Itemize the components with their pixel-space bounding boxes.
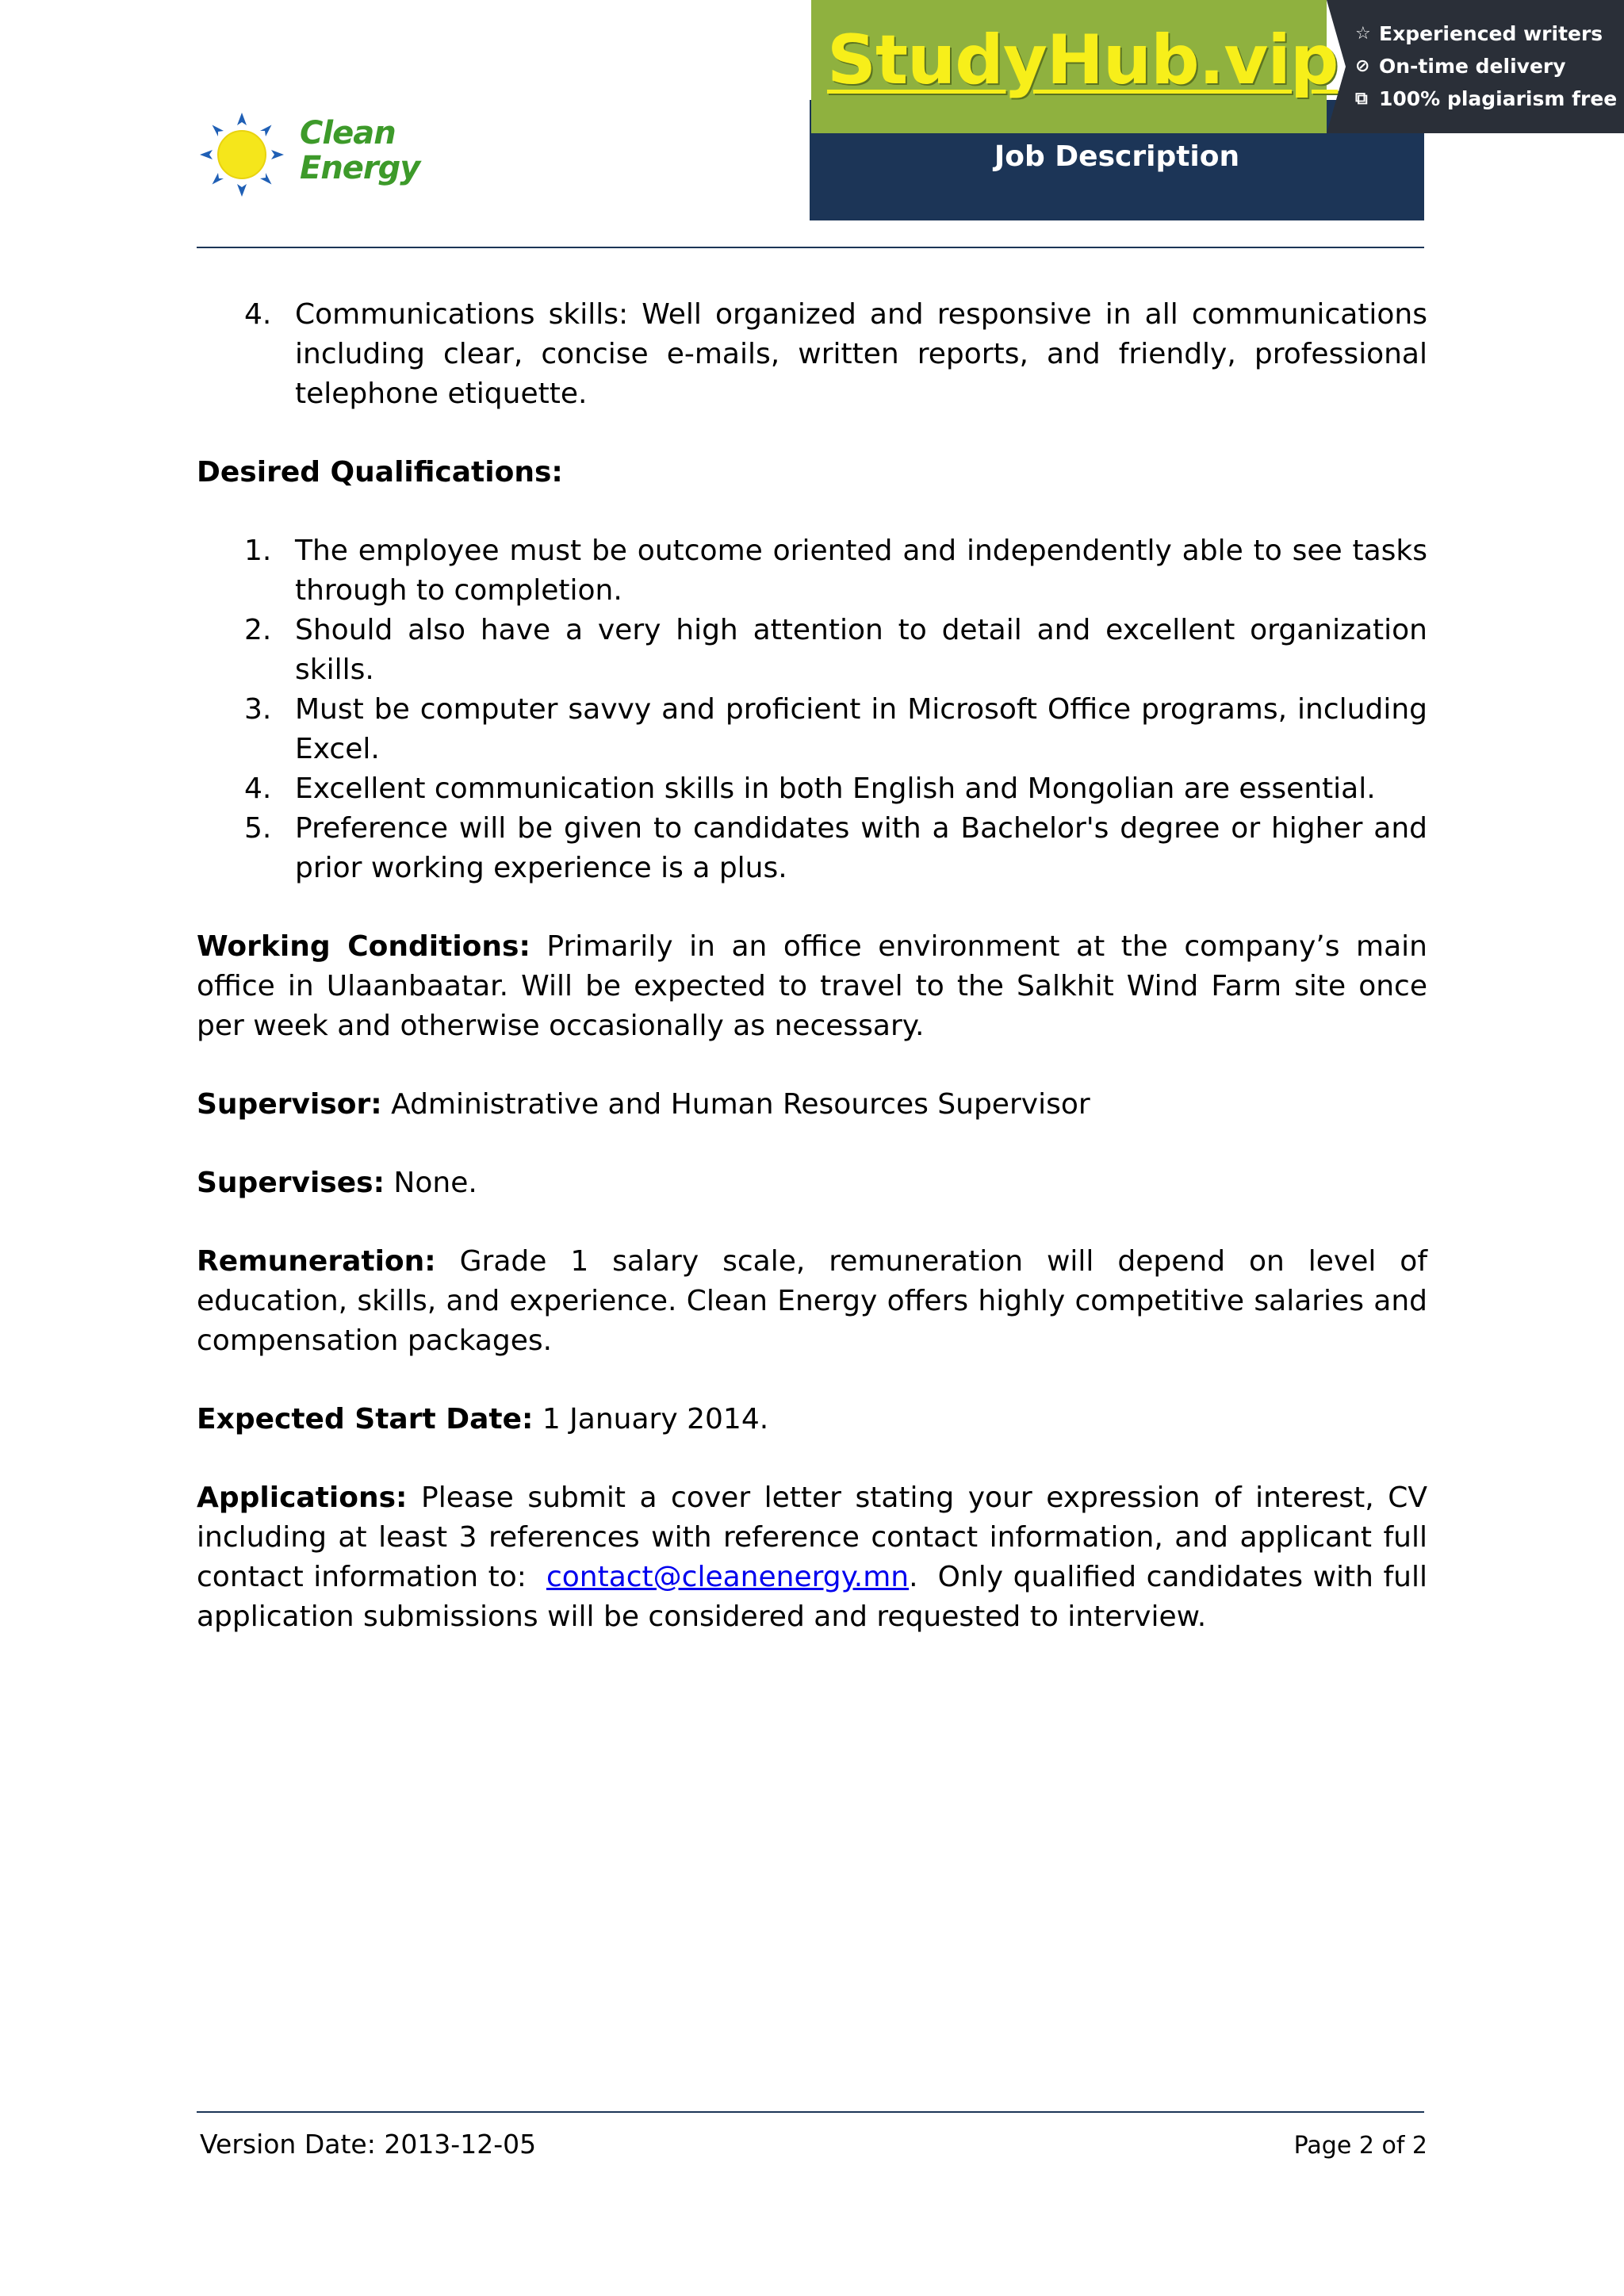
banner-feature: [1355, 17, 1624, 50]
list-number: 2.: [244, 614, 272, 646]
remuneration-paragraph: [197, 1242, 1427, 1361]
supervises-paragraph: [197, 1163, 1427, 1203]
logo-wordmark: [300, 116, 419, 186]
list-number: 1.: [244, 535, 272, 567]
list-item-text: Preference will be given to candidates with a Bachelor's degree or higher and prior working experience is a plus.: [295, 812, 1427, 884]
working-conditions-paragraph: [197, 927, 1427, 1046]
banner-brand-panel: [811, 0, 1339, 133]
supervises-text: None.: [384, 1167, 477, 1199]
supervisor-label: Supervisor:: [197, 1088, 382, 1121]
logo-line-2: Energy: [300, 150, 420, 186]
sun-logo-icon: [198, 111, 285, 198]
remuneration-label: Remuneration:: [197, 1245, 436, 1278]
list-item-text: Must be computer savvy and proficient in Microsoft Office programs, including Excel.: [295, 693, 1427, 765]
star-icon: ☆: [1355, 24, 1371, 44]
list-item-text: Communications skills: Well organized and responsive in all communications including clear, concise e-mails, written reports, and friendly, professional telephone etiquette.: [295, 298, 1427, 410]
feature-text: 100% plagiarism free: [1379, 87, 1618, 110]
logo-line-1: Clean: [300, 115, 396, 151]
list-item-text: Should also have a very high attention to detail and excellent organization skills.: [295, 614, 1427, 686]
contact-email-link[interactable]: contact@cleanenergy.mn: [546, 1561, 910, 1593]
list-item-text: Excellent communication skills in both English and Mongolian are essential.: [295, 772, 1376, 805]
applications-label: Applications:: [197, 1481, 408, 1514]
list-number: 4.: [244, 772, 272, 805]
footer-divider: [197, 2111, 1424, 2113]
page-number: Page 2 of 2: [1293, 2132, 1427, 2160]
supervisor-paragraph: [197, 1085, 1427, 1125]
start-date-text: 1 January 2014.: [533, 1403, 769, 1435]
list-number: 4.: [244, 298, 272, 331]
list-item: [197, 809, 1427, 888]
desired-qualifications-heading: Desired Qualifications:: [197, 456, 563, 489]
start-date-paragraph: [197, 1400, 1427, 1439]
list-item: [197, 769, 1427, 809]
applications-paragraph: [197, 1478, 1437, 1637]
desired-qualifications-list: [197, 531, 1427, 888]
banner-feature: [1355, 50, 1624, 82]
banner-brand[interactable]: StudyHub.vip: [827, 21, 1339, 100]
banner-features: [1355, 17, 1624, 115]
list-number: 3.: [244, 693, 272, 726]
banner-feature: [1355, 82, 1624, 115]
skills-list-continued: [197, 295, 1427, 414]
document-body: [197, 295, 1437, 1637]
working-conditions-label: Working Conditions:: [197, 930, 530, 963]
clock-icon: ⊘: [1355, 56, 1370, 76]
copy-icon: ⧉: [1355, 89, 1368, 109]
studyhub-banner[interactable]: [811, 0, 1624, 133]
applications-text: Please submit a cover letter stating your expression of interest, CV including at least 3 references with reference contact information, and applicant full contact information to:: [197, 1481, 1437, 1593]
clean-energy-logo: [198, 111, 420, 198]
page-title: Job Description: [994, 140, 1240, 173]
list-number: 5.: [244, 812, 272, 845]
remuneration-text: Grade 1 salary scale, remuneration will depend on level of education, skills, and experience. Clean Energy offers highly competitive salaries and compensation packages.: [197, 1245, 1427, 1357]
feature-text: Experienced writers: [1379, 22, 1603, 45]
working-conditions-text: Primarily in an office environment at the company’s main office in Ulaanbaatar. Will be expected to travel to the Salkhit Wind Farm site once per week and otherwise occasionally as necessary.: [197, 930, 1427, 1042]
list-item: [197, 611, 1427, 690]
list-item: [197, 295, 1427, 414]
supervisor-text: Administrative and Human Resources Supervisor: [381, 1088, 1090, 1121]
list-item: [197, 531, 1427, 611]
supervises-label: Supervises:: [197, 1167, 385, 1199]
list-item: [197, 690, 1427, 769]
feature-text: On-time delivery: [1379, 55, 1566, 78]
list-item-text: The employee must be outcome oriented and independently able to see tasks through to completion.: [295, 535, 1427, 607]
applications-text-end: . Only qualified candidates with full application submissions will be considered and requested to interview.: [197, 1561, 1437, 1633]
start-date-label: Expected Start Date:: [197, 1403, 534, 1435]
version-date: Version Date: 2013-12-05: [200, 2129, 537, 2160]
header-divider: [197, 247, 1424, 248]
